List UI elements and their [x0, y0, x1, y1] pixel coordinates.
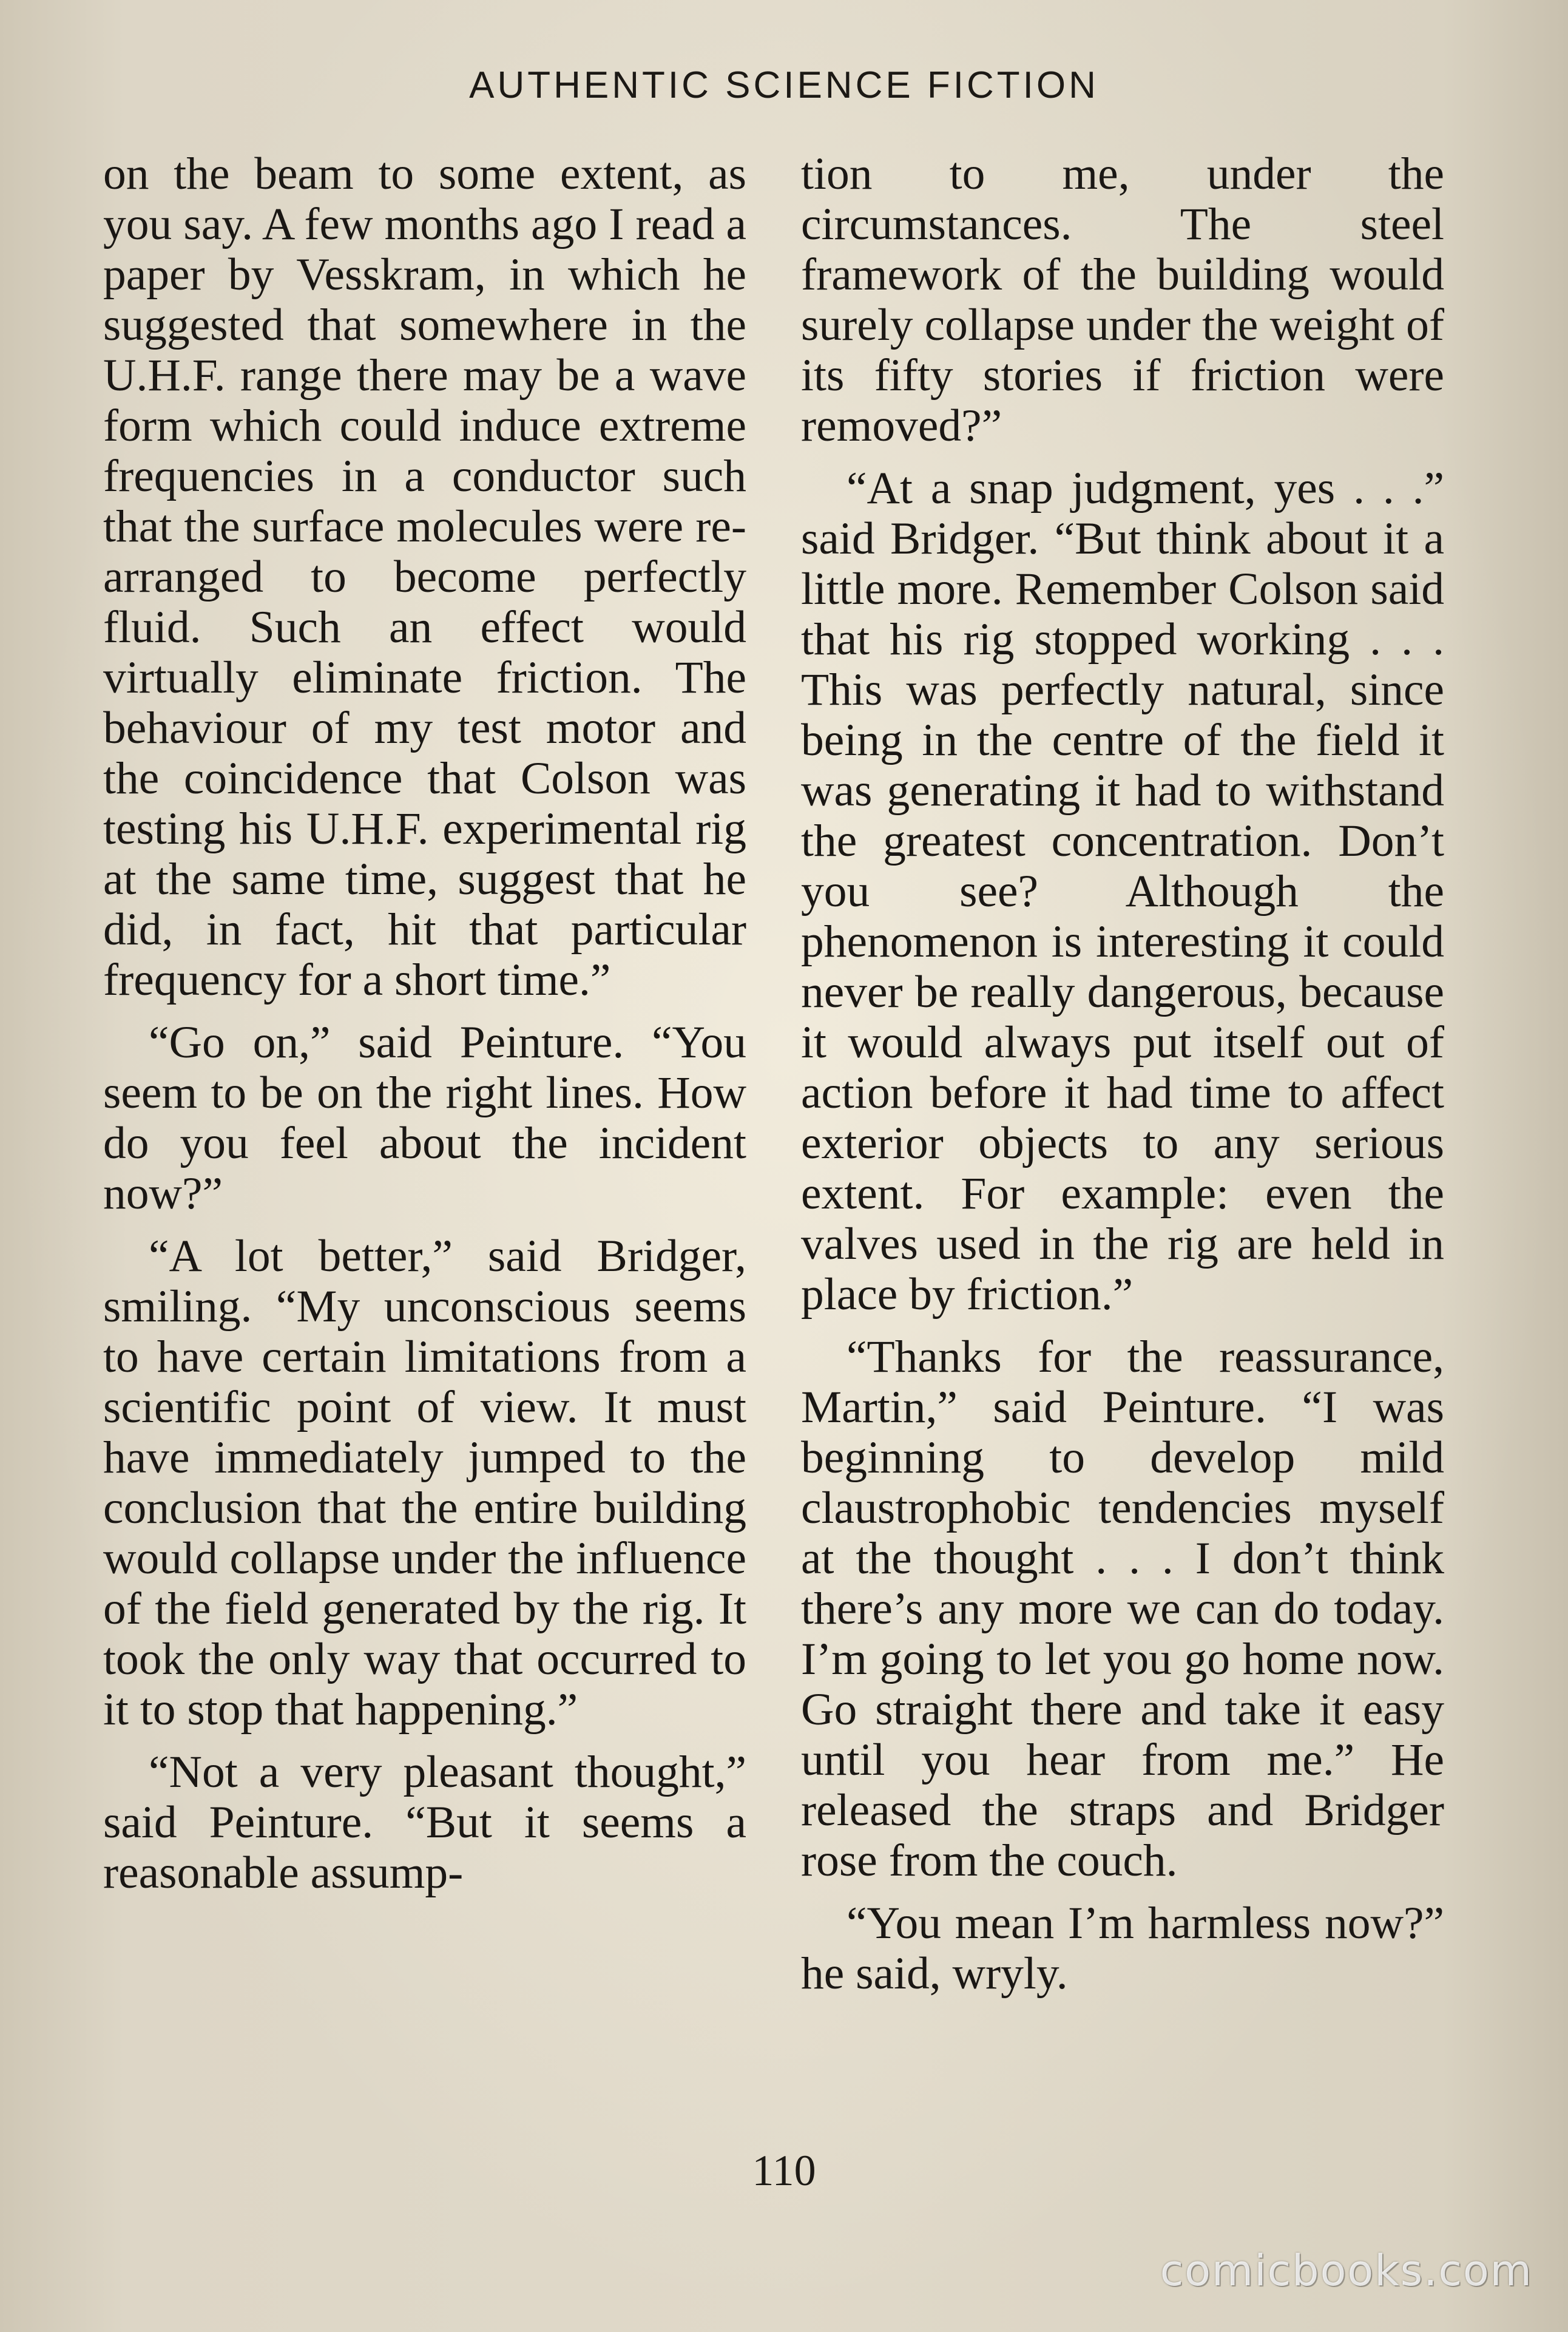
running-head: AUTHENTIC SCIENCE FICTION: [469, 64, 1099, 106]
paragraph: tion to me, under the circumstances. The steel framework of the building would surely collapse under the weight of its fifty stories if friction were removed?”: [801, 149, 1444, 451]
page-number: 110: [752, 2146, 816, 2195]
paragraph: on the beam to some extent, as you say. A few months ago I read a paper by Vesskram, in which he suggested that somewhere in the U.H.F. range there may be a wave form which could induce extreme frequencies in a conductor such that the surface molecules were re-arranged to become perfectly fluid. Such an effect would virtually eliminate friction. The behaviour of my test motor and the coincidence that Colson was testing his U.H.F. experimental rig at the same time, suggest that he did, in fact, hit that particular frequency for a short time.”: [103, 149, 746, 1005]
left-column: [103, 149, 746, 1910]
paragraph: “Thanks for the reassurance, Martin,” said Peinture. “I was beginning to develop mild claustrophobic tendencies myself at the thought . . . I don’t think there’s any more we can do today. I’m going to let you go home now. Go straight there and take it easy until you hear from me.” He released the straps and Bridger rose from the couch.: [801, 1332, 1444, 1886]
paragraph: “Not a very pleasant thought,” said Peinture. “But it seems a reasonable assump-: [103, 1747, 746, 1898]
paragraph: “At a snap judgment, yes . . .” said Bridger. “But think about it a little more. Remember Colson said that his rig stopped working . . . This was perfectly natural, since being in the centre of the field it was generating it had to withstand the greatest concentration. Don’t you see? Although the phenomenon is interesting it could never be really dangerous, because it would always put itself out of action before it had time to affect exterior objects to any serious extent. For example: even the valves used in the rig are held in place by friction.”: [801, 463, 1444, 1320]
paragraph: “A lot better,” said Bridger, smiling. “My unconscious seems to have certain limitations from a scientific point of view. It must have immediately jumped to the conclusion that the entire building would collapse under the influence of the field generated by the rig. It took the only way that occurred to it to stop that happening.”: [103, 1231, 746, 1735]
paragraph: “Go on,” said Peinture. “You seem to be on the right lines. How do you feel about the incident now?”: [103, 1017, 746, 1219]
paragraph: “You mean I’m harmless now?” he said, wryly.: [801, 1898, 1444, 1999]
site-watermark: comicbooks.com: [1160, 2246, 1533, 2296]
right-column: [801, 149, 1444, 2011]
